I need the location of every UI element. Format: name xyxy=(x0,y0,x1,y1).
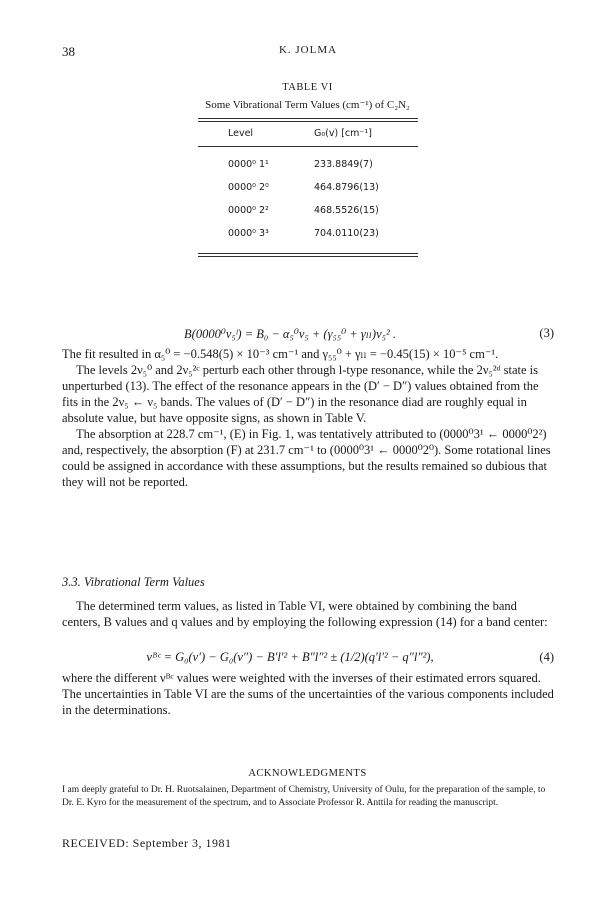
value-cell: 233.8849(7) xyxy=(314,159,373,170)
col-value-header: G₀(v) [cm⁻¹] xyxy=(314,128,372,139)
table-row xyxy=(198,153,418,176)
equation-3-number: (3) xyxy=(539,326,554,340)
col-level-header: Level xyxy=(228,128,254,139)
section-heading: 3.3. Vibrational Term Values xyxy=(62,575,205,589)
value-cell: 704.0110(23) xyxy=(314,228,379,239)
equation-4-number: (4) xyxy=(539,650,554,664)
paragraph-resonance: The levels 2ν₅⁰ and 2ν₅²ᶜ perturb each other through l-type resonance, while the 2ν₅²ᵈ state is unperturbed (13). The effect of the resonance appears in the (D′ − D″) values obtained from the fits in the 2ν₅ ← ν₅ bands. The values of (D′ − D″) in the resonance diad are roughly equal in absolute value, but have opposite signs, as shown in Table V. xyxy=(62,363,539,425)
table-bottom-rule-2 xyxy=(198,256,418,257)
running-head: K. JOLMA xyxy=(278,44,338,56)
page-header xyxy=(62,44,554,60)
level-cell: 0000⁰ 3³ xyxy=(228,228,269,239)
equation-3-body: B(0000⁰v₅ˡ) = B₀ − α₅⁰v₅ + (γ₅₅⁰ + γₗₗ)v₅² . xyxy=(184,327,396,341)
level-cell: 0000⁰ 2⁰ xyxy=(228,182,269,193)
acknowledgments-heading: ACKNOWLEDGMENTS xyxy=(248,768,367,779)
table-row xyxy=(198,176,418,199)
equation-4-body: νᴮᶜ = G₀(v′) − G₀(v″) − B′l′² + B″l″² ± (1/2)(q′l′² − q″l″²), xyxy=(146,650,434,664)
table-row xyxy=(198,222,418,245)
table-bottom-rule xyxy=(198,253,418,254)
table-title: TABLE VI xyxy=(282,82,333,93)
paragraph-fit-result: The fit resulted in α₅⁰ = −0.548(5) × 10⁻³ cm⁻¹ and γ₅₅⁰ + γₗₗ = −0.45(15) × 10⁻⁵ cm⁻¹. xyxy=(62,347,499,361)
table-top-rule xyxy=(198,118,418,119)
value-cell: 468.5526(15) xyxy=(314,205,379,216)
value-cell: 464.8796(13) xyxy=(314,182,379,193)
paragraph-weighting: where the different νᴮᶜ values were weighted with the inverses of their estimated errors squared. The uncertainties in Table VI are the sums of the uncertainties of the various components included in the determinations. xyxy=(62,671,554,717)
level-cell: 0000⁰ 1¹ xyxy=(228,159,269,170)
table-row xyxy=(198,199,418,222)
body-text-3 xyxy=(62,670,554,718)
body-text-1 xyxy=(62,346,554,490)
table-caption: Some Vibrational Term Values (cm⁻¹) of C₂N₂ xyxy=(205,99,410,111)
page-number: 38 xyxy=(62,44,75,59)
received-date: RECEIVED: September 3, 1981 xyxy=(62,836,232,850)
paragraph-term-values: The determined term values, as listed in Table VI, were obtained by combining the band centers, B values and q values and by employing the following expression (14) for a band center: xyxy=(62,599,548,629)
term-values-table xyxy=(198,118,418,257)
paragraph-absorption: The absorption at 228.7 cm⁻¹, (E) in Fig. 1, was tentatively attributed to (0000⁰3¹ ← 0000⁰2²) and, respectively, the absorption (F) at 231.7 cm⁻¹ to (0000⁰3¹ ← 0000⁰2⁰). Some rotational lines could be assigned in accordance with these assumptions, but the results remained so dubious that they will not be reported. xyxy=(62,427,551,489)
acknowledgments-text: I am deeply grateful to Dr. H. Ruotsalainen, Department of Chemistry, University of Oulu, for the preparation of the sample, to Dr. E. Kyro for the measurement of the spectrum, and to Associate Professor R. Anttila for reading the manuscript. xyxy=(62,785,546,808)
level-cell: 0000⁰ 2² xyxy=(228,205,269,216)
table-header-row xyxy=(198,122,418,146)
body-text-2 xyxy=(62,598,554,630)
